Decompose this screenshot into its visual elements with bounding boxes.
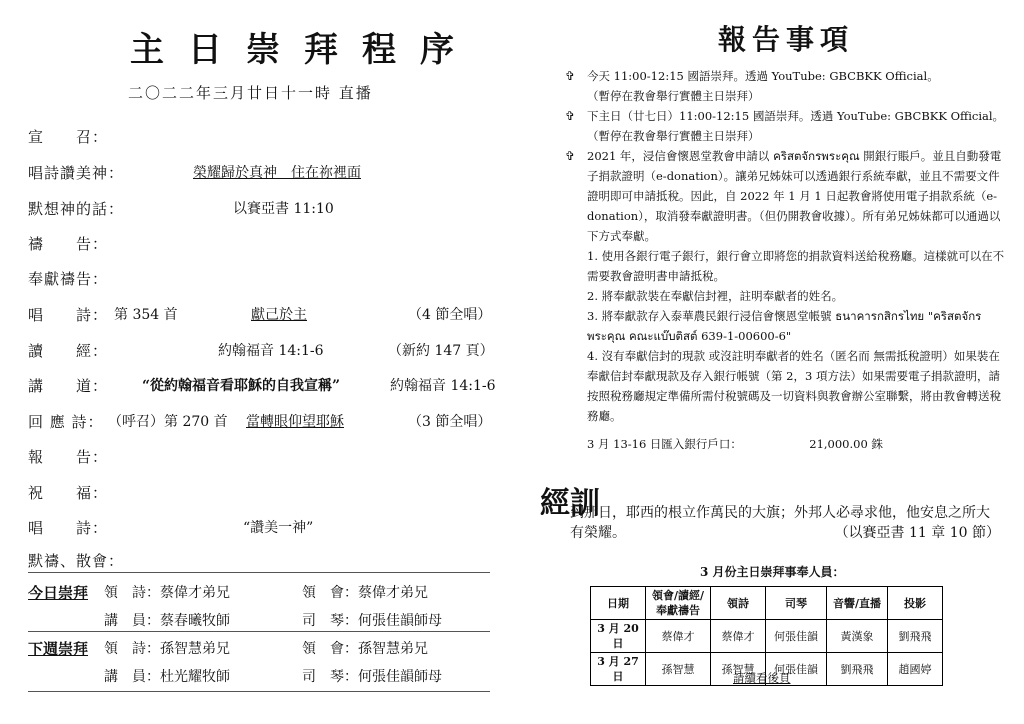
- motto: [570, 503, 1000, 543]
- divider: [28, 691, 490, 692]
- table-cell: 蔡偉才: [711, 620, 766, 653]
- table-cell: 孫智慧: [646, 653, 711, 686]
- deposit-amount: 21,000.00 銖: [809, 437, 883, 451]
- announcement-item: [565, 66, 1005, 106]
- staff-entry: 講 員：杜光耀牧師: [104, 669, 230, 685]
- order-label: 默禱、散會：: [28, 552, 125, 570]
- table-header: 司琴: [766, 587, 827, 620]
- table-header: 領會/讀經/奉獻禱告: [646, 587, 711, 620]
- order-label: 回 應 詩：: [28, 413, 104, 431]
- table-header: 投影: [888, 587, 943, 620]
- order-text: （呼召）第 270 首: [108, 414, 228, 430]
- announcement-sub: （暫停在教會舉行實體主日崇拜）: [587, 89, 760, 103]
- staff-entry: 講 員：蔡春曦牧師: [104, 613, 230, 629]
- announcements: [565, 66, 1005, 454]
- order-text: 約翰福音 14:1-6: [218, 343, 324, 359]
- table-cell: 3 月 20 日: [591, 620, 646, 653]
- table-header: 日期: [591, 587, 646, 620]
- donation-method: 4. 沒有奉獻信封的現款 或沒註明奉獻者的姓名（匿名而 無需抵稅證明）如果裝在奉獻信封奉獻現款及存入銀行帳號（第 2，3 項方法）如果需要電子捐款證明，請按照稅務廳規定準備所需付稅號碼及一切資料與教會辦公室聯繫，將由教會轉送稅務廳。: [587, 349, 1001, 423]
- next-label: 下週崇拜: [28, 640, 89, 658]
- table-cell: 劉飛飛: [827, 653, 888, 686]
- table-cell: 蔡偉才: [646, 620, 711, 653]
- divider: [28, 631, 490, 632]
- donation-method: 2. 將奉獻款裝在奉獻信封裡，註明奉獻者的姓名。: [587, 289, 844, 303]
- table-row: [591, 620, 943, 653]
- staff-entry: 領 詩：孫智慧弟兄: [104, 641, 230, 657]
- order-note: （3 節全唱）: [408, 414, 492, 430]
- table-cell: 3 月 27 日: [591, 653, 646, 686]
- cross-icon: ✞: [565, 109, 576, 123]
- table-cell: 劉飛飛: [888, 620, 943, 653]
- program-subtitle: 二〇二二年三月廿日十一時 直播: [128, 84, 373, 102]
- table-cell: 何張佳韻: [766, 620, 827, 653]
- program-title: 主日崇拜程序: [130, 30, 478, 70]
- staff-entry: 領 詩：蔡偉才弟兄: [104, 585, 230, 601]
- order-label: 祝 福：: [28, 484, 109, 502]
- order-label: 禱 告：: [28, 235, 109, 253]
- order-song: 獻己於主: [251, 307, 307, 323]
- order-label: 講 道：: [28, 377, 109, 395]
- table-cell: 孫智慧: [711, 653, 766, 686]
- roster-title: 3 月份主日崇拜事奉人員：: [700, 565, 845, 579]
- announcement-text: 今天 11:00-12:15 國語崇拜。透過 YouTube: GBCBKK Official。: [587, 69, 939, 83]
- motto-title: 經訓: [540, 486, 600, 521]
- table-cell: 何張佳韻: [766, 653, 827, 686]
- order-label: 唱詩讚美神：: [28, 164, 125, 182]
- today-label: 今日崇拜: [28, 584, 89, 602]
- staff-entry: 司 琴：何張佳韻師母: [302, 613, 442, 629]
- donation-method: 1. 使用各銀行電子銀行，銀行會立即將您的捐款資料送給稅務廳。這樣就可以在不需要教會證明書申請抵稅。: [587, 249, 1005, 283]
- order-label: 默想神的話：: [28, 200, 125, 218]
- order-label: 讀 經：: [28, 342, 109, 360]
- announcement-text: 2021 年，浸信會懷恩堂教會申請以 คริสตจักรพระคุณ 開銀行賬戶。並且自動發電子捐款證明（e-donation）。讓弟兄姊妹可以透過銀行系統奉獻，並且不需要文件證明即可申請抵稅。因此，自 2022 年 1 月 1 日起教會將使用電子捐款系統（e-donation），取消發奉獻證明書。（但仍開教會收據）。所有弟兄姊妹都可以通過以下方式奉獻。: [587, 149, 1002, 243]
- staff-entry: 領 會：蔡偉才弟兄: [302, 585, 428, 601]
- cross-icon: ✞: [565, 69, 576, 83]
- cross-icon: ✞: [565, 149, 576, 163]
- order-note: 約翰福音 14:1-6: [390, 378, 496, 394]
- staff-entry: 司 琴：何張佳韻師母: [302, 669, 442, 685]
- order-label: 宣 召：: [28, 128, 109, 146]
- motto-text: 到那日，耶西的根立作萬民的大旗；外邦人必尋求他，他安息之所大有榮耀。: [570, 505, 990, 541]
- order-text: 第 354 首: [114, 307, 178, 323]
- order-song: 當轉眼仰望耶穌: [246, 414, 344, 430]
- order-label: 唱 詩：: [28, 519, 109, 537]
- order-note: （新約 147 頁）: [388, 343, 494, 359]
- order-song: 榮耀歸於真神 住在祢裡面: [193, 165, 361, 181]
- deposit-line: [587, 434, 1005, 454]
- table-header: 領詩: [711, 587, 766, 620]
- announcement-item: [565, 106, 1005, 146]
- deposit-label: 3 月 13-16 日匯入銀行戶口：: [587, 437, 742, 451]
- news-title: 報告事項: [718, 23, 855, 56]
- announcement-text: 下主日（廿七日）11:00-12:15 國語崇拜。透過 YouTube: GBCBKK Official。: [587, 109, 1005, 123]
- sermon-title: “從約翰福音看耶穌的自我宣稱”: [142, 378, 341, 394]
- table-cell: 黃漢象: [827, 620, 888, 653]
- order-note: （4 節全唱）: [408, 307, 492, 323]
- divider: [28, 572, 490, 573]
- table-header-row: [591, 587, 943, 620]
- table-header: 音響/直播: [827, 587, 888, 620]
- order-text: 以賽亞書 11:10: [233, 201, 334, 217]
- continue-note: 請續看後頁: [733, 671, 791, 685]
- announcement-sub: （暫停在教會舉行實體主日崇拜）: [587, 129, 760, 143]
- order-text: “讚美一神”: [243, 520, 314, 536]
- donation-method: 3. 將奉獻款存入泰華農民銀行浸信會懷恩堂帳號 ธนาคารกสิกรไทย "คริสตจักรพระคุณ คณะแบ๊บติสต์ 639-1-00600-6": [587, 309, 982, 343]
- order-label: 報 告：: [28, 448, 109, 466]
- table-cell: 趙國婷: [888, 653, 943, 686]
- announcement-item: [565, 146, 1005, 454]
- motto-ref: （以賽亞書 11 章 10 節）: [834, 525, 1000, 541]
- staff-entry: 領 會：孫智慧弟兄: [302, 641, 428, 657]
- order-label: 奉獻禱告：: [28, 270, 109, 288]
- order-label: 唱 詩：: [28, 306, 109, 324]
